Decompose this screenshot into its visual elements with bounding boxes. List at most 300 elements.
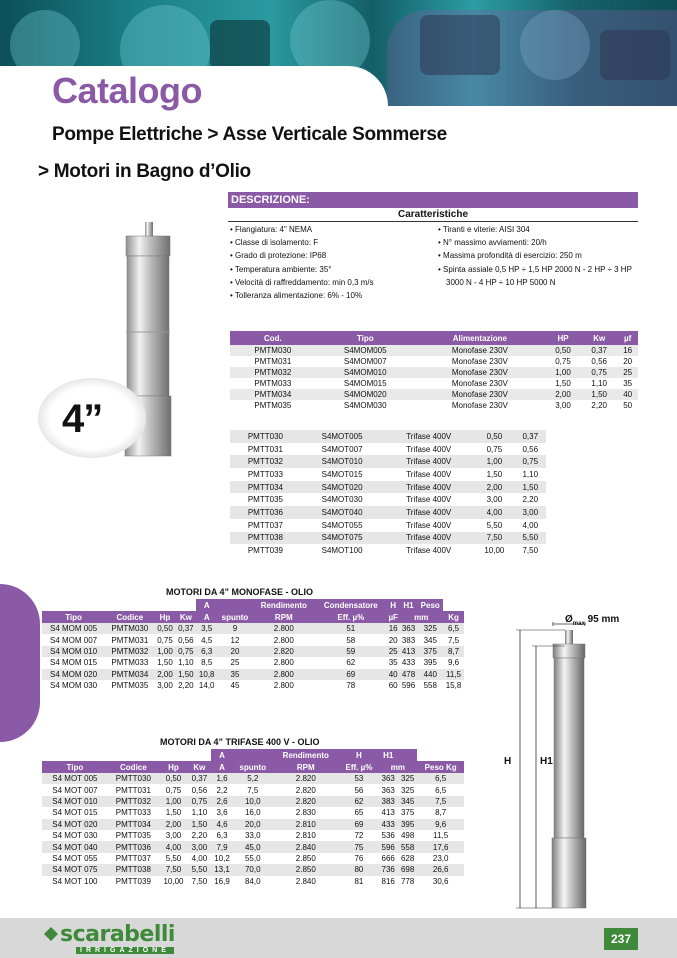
table-cell: PMTT030	[230, 430, 301, 443]
table-cell: 2,00	[474, 481, 514, 494]
table-cell: 6,3	[216, 831, 228, 841]
table-cell: 4,00	[522, 520, 539, 530]
col-header: A	[196, 599, 217, 611]
table-cell: S4 MOT 020	[42, 819, 108, 830]
table-cell: 2,20	[178, 681, 194, 691]
table-cell: 3,00	[165, 831, 182, 841]
table-cell: S4MOM007	[343, 357, 387, 366]
table-cell: 5,50	[486, 520, 503, 530]
table-cell: 4,5	[201, 635, 213, 645]
table-cell: PMTM030	[105, 623, 154, 634]
table-cell: PMTT039	[247, 546, 283, 556]
table-cell: 2.830	[295, 808, 316, 818]
table-cell: S4MOM030	[343, 401, 387, 410]
table-cell: S4MOT100	[321, 546, 363, 556]
table-cell: 0,75	[175, 646, 196, 657]
table-cell: 2.800	[253, 623, 315, 634]
table-cell: 0,56	[591, 357, 607, 366]
table-cell: 25	[388, 646, 398, 656]
table-row	[230, 506, 546, 519]
table-row	[230, 532, 546, 545]
table-row	[42, 830, 464, 841]
col-header: RPM	[272, 761, 339, 773]
col-header: RPM	[253, 611, 315, 623]
table-cell: 1,50	[555, 379, 571, 388]
table-cell: 3,00	[555, 401, 571, 410]
col-header: Tipo	[42, 761, 108, 773]
table-row	[230, 389, 638, 400]
table-cell: 20	[217, 646, 253, 657]
table-cell: 2.820	[272, 796, 339, 807]
size-badge: 4”	[62, 397, 103, 441]
table-cell: 70,0	[233, 864, 272, 875]
table-row	[230, 519, 546, 532]
table-cell: 76	[354, 853, 364, 863]
table-cell: PMTT035	[115, 831, 151, 841]
table-cell: PMTM033	[254, 379, 292, 388]
table-cell: 2.850	[272, 864, 339, 875]
table-cell: S4 MOT 075	[42, 864, 108, 875]
table-cell: 11,5	[433, 831, 449, 841]
table-cell: PMTT033	[247, 469, 283, 479]
table-cell: 3,00	[486, 495, 503, 505]
table-cell: S4 MOM 015	[50, 658, 98, 668]
table-cell: 35	[217, 669, 253, 680]
table-cell: Monofase 230V	[415, 345, 545, 356]
table-cell: PMTT036	[108, 841, 159, 852]
table-cell: PMTM033	[111, 658, 149, 668]
table-cell: PMTM035	[254, 401, 292, 410]
table-cell: 80	[339, 864, 378, 875]
table-row	[230, 468, 546, 481]
table-cell: 62	[339, 796, 378, 807]
table-cell: S4MOT015	[321, 469, 363, 479]
table-cell: 58	[346, 635, 356, 645]
table-cell: 50	[623, 401, 633, 410]
table-cell: 10,00	[484, 546, 505, 556]
table-cell: 2.810	[295, 831, 316, 841]
table-cell: S4 MOM 005	[42, 623, 105, 634]
table-cell: 2,00	[159, 819, 188, 830]
table-cell: S4MOM010	[316, 367, 415, 378]
col-header: Kw	[175, 611, 196, 623]
table-cell: S4 MOT 015	[52, 808, 98, 818]
table-cell: PMTT035	[247, 495, 283, 505]
table-cell: 20,0	[233, 819, 272, 830]
table-cell: 2.800	[273, 681, 294, 691]
table-cell: Monofase 230V	[415, 389, 545, 400]
table-cell: Trifase 400V	[383, 455, 474, 468]
table-cell: S4 MOT 005	[42, 773, 108, 784]
table-cell: 628	[400, 853, 415, 863]
table-cell: 413	[400, 646, 418, 657]
mono-specs-body	[42, 623, 464, 691]
table-cell: 2.850	[295, 853, 316, 863]
table-cell: 4,00	[191, 853, 208, 863]
table-cell: S4MOT030	[321, 495, 363, 505]
table-cell: 7,50	[474, 532, 514, 545]
table-cell: S4MOT005	[301, 430, 383, 443]
table-cell: 2.820	[295, 785, 316, 795]
table-cell: 1,10	[522, 469, 539, 479]
table-cell: PMTT030	[108, 773, 159, 784]
table-cell: 3,6	[216, 808, 228, 818]
diameter-value: 95 mm	[587, 614, 620, 625]
feature-item: • Velocità di raffreddamento: min 0,3 m/s	[230, 276, 430, 289]
table-cell: 7,5	[247, 785, 259, 795]
table-cell: 2.800	[273, 635, 294, 645]
table-cell: 13,1	[211, 864, 234, 875]
mono-section-title: MOTORI DA 4” MONOFASE - OLIO	[166, 587, 314, 597]
table-cell: 4,6	[211, 819, 234, 830]
table-cell: 5,2	[233, 773, 272, 784]
table-cell: PMTT031	[115, 785, 151, 795]
section-subtitle-2: > Motori in Bagno d’Olio	[38, 161, 251, 182]
table-cell: 0,75	[515, 455, 546, 468]
table-cell: 0,75	[486, 444, 503, 454]
table-cell: 2.820	[253, 646, 315, 657]
table-cell: PMTT033	[115, 808, 151, 818]
table-cell: 5,50	[515, 532, 546, 545]
table-cell: 35	[623, 379, 633, 388]
table-cell: 7,50	[522, 546, 539, 556]
table-cell: S4 MOT 030	[52, 831, 98, 841]
table-cell: 6,5	[417, 773, 464, 784]
table-cell: 363	[400, 623, 418, 634]
banner-pump-shape	[210, 20, 270, 70]
table-cell: 536	[381, 831, 395, 841]
table-cell: Trifase 400V	[383, 430, 474, 443]
col-header: Condensatore	[315, 599, 387, 611]
col-header: H1	[400, 599, 418, 611]
table-row	[42, 784, 464, 795]
table-row	[230, 455, 546, 468]
col-header: Codice	[105, 611, 154, 623]
features-right	[438, 223, 638, 289]
table-cell: PMTT032	[230, 455, 301, 468]
table-cell: Trifase 400V	[383, 532, 474, 545]
table-cell: 1,50	[165, 808, 182, 818]
table-cell: Trifase 400V	[406, 520, 452, 530]
col-header: Cod.	[230, 331, 316, 345]
table-cell: 30,6	[432, 876, 449, 886]
table-cell: S4MOT075	[301, 532, 383, 545]
col-header: H	[339, 749, 378, 761]
table-cell: PMTT034	[108, 819, 159, 830]
table-cell: 0,56	[178, 635, 194, 645]
table-row	[42, 807, 464, 818]
diameter-sub: max	[572, 621, 585, 627]
tri-specs-body	[42, 773, 464, 887]
brand-logo-sub: IRRIGAZIONE	[76, 947, 174, 954]
table-cell: 8,5	[201, 658, 213, 668]
table-cell: 383	[401, 635, 416, 645]
models-table-tri	[230, 430, 546, 557]
table-cell: 16,0	[244, 808, 261, 818]
table-cell: Trifase 400V	[406, 469, 452, 479]
table-cell: S4MOM005	[316, 345, 415, 356]
page-number: 237	[604, 928, 638, 950]
table-row	[42, 864, 464, 875]
table-cell: 1,10	[591, 379, 607, 388]
table-cell: 20	[623, 357, 633, 366]
table-cell: 3,00	[188, 841, 211, 852]
table-cell: S4MOT040	[301, 506, 383, 519]
table-cell: 478	[400, 669, 418, 680]
table-cell: S4MOM015	[343, 379, 387, 388]
table-cell: PMTM031	[111, 635, 149, 645]
table-cell: S4 MOT 010	[42, 796, 108, 807]
features-left	[230, 223, 430, 302]
table-cell: PMTM030	[230, 345, 316, 356]
table-cell: 3,00	[515, 506, 546, 519]
table-cell: 2.840	[272, 841, 339, 852]
page-title: Catalogo	[52, 70, 203, 111]
table-cell: 7,50	[191, 876, 208, 886]
table-cell: 3,00	[157, 681, 173, 691]
table-cell: 25	[617, 367, 638, 378]
table-cell: 1,10	[178, 658, 194, 668]
col-header: Tipo	[42, 611, 105, 623]
table-cell: 1,10	[191, 808, 208, 818]
table-cell: 0,37	[188, 773, 211, 784]
table-cell: 596	[401, 681, 416, 691]
table-cell: PMTM032	[105, 646, 154, 657]
table-cell: 60	[388, 681, 398, 691]
table-row	[42, 796, 464, 807]
table-cell: 69	[315, 669, 387, 680]
table-cell: Trifase 400V	[383, 481, 474, 494]
table-cell: 11,5	[443, 669, 464, 680]
table-cell: 0,50	[474, 430, 514, 443]
table-cell: 55,0	[244, 853, 261, 863]
table-cell: 1,50	[175, 669, 196, 680]
table-row	[42, 646, 464, 657]
dimension-diagram	[490, 616, 640, 916]
table-cell: 375	[417, 646, 443, 657]
col-header: Peso	[417, 599, 443, 611]
table-cell: PMTT031	[247, 444, 283, 454]
table-cell: 65	[354, 808, 364, 818]
table-cell: 81	[354, 876, 364, 886]
table-cell: 56	[354, 785, 364, 795]
feature-item: • Tiranti e viterie: AISI 304	[438, 223, 638, 236]
table-cell: Monofase 230V	[451, 357, 508, 366]
col-header: Alimentazione	[415, 331, 545, 345]
table-cell: 72	[354, 831, 364, 841]
table-cell: 1,50	[188, 819, 211, 830]
table-cell: S4MOT010	[301, 455, 383, 468]
feature-item: • Spinta assiale 0,5 HP ÷ 1,5 HP 2000 N - 2 HP ÷ 3 HP	[438, 263, 638, 276]
table-cell: 816	[381, 876, 395, 886]
table-cell: PMTM034	[105, 669, 154, 680]
tri-specs-table	[42, 749, 464, 887]
table-cell: 0,56	[522, 444, 539, 454]
table-cell: 45	[230, 681, 240, 691]
table-cell: PMTT034	[230, 481, 301, 494]
table-cell: 5,50	[188, 864, 211, 875]
feature-item: • Grado di protezione: IP68	[230, 249, 430, 262]
table-cell: 7,9	[211, 841, 234, 852]
section-side-label: Pompe	[11, 653, 34, 724]
table-cell: 9,6	[417, 819, 464, 830]
table-cell: 0,37	[515, 430, 546, 443]
table-cell: PMTT032	[108, 796, 159, 807]
table-cell: 0,75	[581, 367, 617, 378]
col-header: Rendimento	[253, 599, 315, 611]
table-cell: 53	[339, 773, 378, 784]
table-cell: 10,00	[163, 876, 184, 886]
table-cell: 1,50	[515, 481, 546, 494]
col-header: Hp	[155, 611, 176, 623]
table-cell: Monofase 230V	[415, 367, 545, 378]
table-cell: 40	[617, 389, 638, 400]
table-cell: 2,00	[545, 389, 581, 400]
description-bar: DESCRIZIONE:	[228, 192, 638, 208]
col-header: spunto	[217, 611, 253, 623]
col-header: spunto	[233, 761, 272, 773]
table-row	[42, 773, 464, 784]
models-table-mono-body	[230, 345, 638, 411]
feature-item: • Classe di isolamento: F	[230, 236, 430, 249]
table-cell: S4 MOM 007	[50, 635, 98, 645]
height-label: H	[504, 756, 512, 767]
table-cell: PMTT037	[115, 853, 151, 863]
table-cell: 383	[378, 796, 397, 807]
table-cell: 0,37	[581, 345, 617, 356]
table-cell: 2,2	[216, 785, 228, 795]
table-cell: S4MOT020	[301, 481, 383, 494]
table-cell: 4,00	[474, 506, 514, 519]
table-row	[230, 493, 546, 506]
table-row	[42, 657, 464, 668]
table-cell: 6,3	[196, 646, 217, 657]
table-cell: 2,20	[591, 401, 607, 410]
col-header: µF	[388, 612, 398, 622]
table-cell: S4 MOT 007	[52, 785, 98, 795]
col-header: µf	[617, 331, 638, 345]
feature-item: • Temperatura ambiente: 35°	[230, 263, 430, 276]
table-cell: S4 MOM 010	[42, 646, 105, 657]
table-row	[42, 634, 464, 645]
table-cell: 345	[398, 796, 417, 807]
feature-item: • Tolleranza alimentazione: 6% - 10%	[230, 289, 430, 302]
table-cell: S4MOM020	[316, 389, 415, 400]
table-cell: 1,6	[211, 773, 234, 784]
table-cell: 778	[400, 876, 415, 886]
table-cell: 2.810	[272, 819, 339, 830]
banner-overlay	[387, 10, 677, 106]
col-header: Peso Kg	[417, 761, 464, 773]
table-cell: 8,7	[435, 808, 447, 818]
col-header: H	[387, 599, 400, 611]
table-cell: S4 MOT 040	[42, 841, 108, 852]
table-cell: 0,75	[555, 357, 571, 366]
table-cell: 2.800	[253, 669, 315, 680]
table-cell: 84,0	[244, 876, 261, 886]
col-header: H1	[378, 749, 397, 761]
table-cell: 345	[423, 635, 437, 645]
table-cell: 698	[398, 864, 417, 875]
table-cell: Trifase 400V	[406, 444, 452, 454]
table-row	[230, 367, 638, 378]
table-cell: 51	[315, 623, 387, 634]
table-cell: 2.820	[272, 773, 339, 784]
table-cell: PMTT038	[108, 864, 159, 875]
table-cell: Trifase 400V	[406, 495, 452, 505]
feature-item: • Massima profondità di esercizio: 250 m	[438, 249, 638, 262]
table-cell: 325	[398, 773, 417, 784]
table-cell: 395	[398, 819, 417, 830]
col-header: Kw	[581, 331, 617, 345]
table-cell: 596	[378, 841, 397, 852]
table-cell: 395	[423, 658, 437, 668]
table-cell: 16	[617, 345, 638, 356]
table-cell: 69	[339, 819, 378, 830]
col-header: Eff. µ%	[339, 761, 378, 773]
table-cell: PMTM031	[254, 357, 292, 366]
models-table-tri-body	[230, 430, 546, 557]
table-cell: 666	[381, 853, 395, 863]
table-row	[42, 876, 464, 887]
table-cell: 12	[230, 635, 240, 645]
table-cell: 1,00	[155, 646, 176, 657]
col-header: Hp	[159, 761, 188, 773]
table-row	[230, 544, 546, 557]
col-header: mm	[400, 611, 444, 623]
table-cell: 10,0	[233, 796, 272, 807]
table-cell: 14,0	[198, 681, 215, 691]
table-cell: 2.800	[273, 658, 294, 668]
table-cell: 5,50	[165, 853, 182, 863]
table-cell: 2,00	[155, 669, 176, 680]
table-cell: S4MOT007	[321, 444, 363, 454]
table-row	[230, 378, 638, 389]
table-cell: 736	[378, 864, 397, 875]
table-cell: Trifase 400V	[406, 546, 452, 556]
table-cell: 33,0	[244, 831, 261, 841]
col-header: Kw	[188, 761, 211, 773]
table-cell: 440	[417, 669, 443, 680]
table-cell: S4 MOM 020	[42, 669, 105, 680]
table-cell: 17,6	[417, 841, 464, 852]
table-row	[230, 430, 546, 443]
table-row	[230, 345, 638, 356]
mono-specs-table	[42, 599, 464, 691]
table-cell: PMTM032	[230, 367, 316, 378]
table-cell: 1,00	[545, 367, 581, 378]
logo-mark-icon	[44, 927, 58, 941]
table-cell: 0,37	[175, 623, 196, 634]
col-header: A	[211, 761, 234, 773]
table-row	[230, 356, 638, 367]
table-cell: PMTT037	[247, 520, 283, 530]
col-header: A	[211, 749, 234, 761]
table-cell: 75	[339, 841, 378, 852]
table-cell: S4 MOM 030	[50, 681, 98, 691]
table-cell: 1,50	[581, 389, 617, 400]
table-cell: 325	[400, 785, 415, 795]
table-cell: 0,75	[188, 796, 211, 807]
table-cell: 2,6	[211, 796, 234, 807]
table-cell: 7,5	[447, 635, 460, 645]
table-row	[42, 669, 464, 680]
table-cell: 0,75	[157, 635, 173, 645]
table-cell: 3,5	[196, 623, 217, 634]
table-row	[42, 841, 464, 852]
feature-item: • Flangiatura: 4" NEMA	[230, 223, 430, 236]
col-header: Kg	[443, 611, 464, 623]
